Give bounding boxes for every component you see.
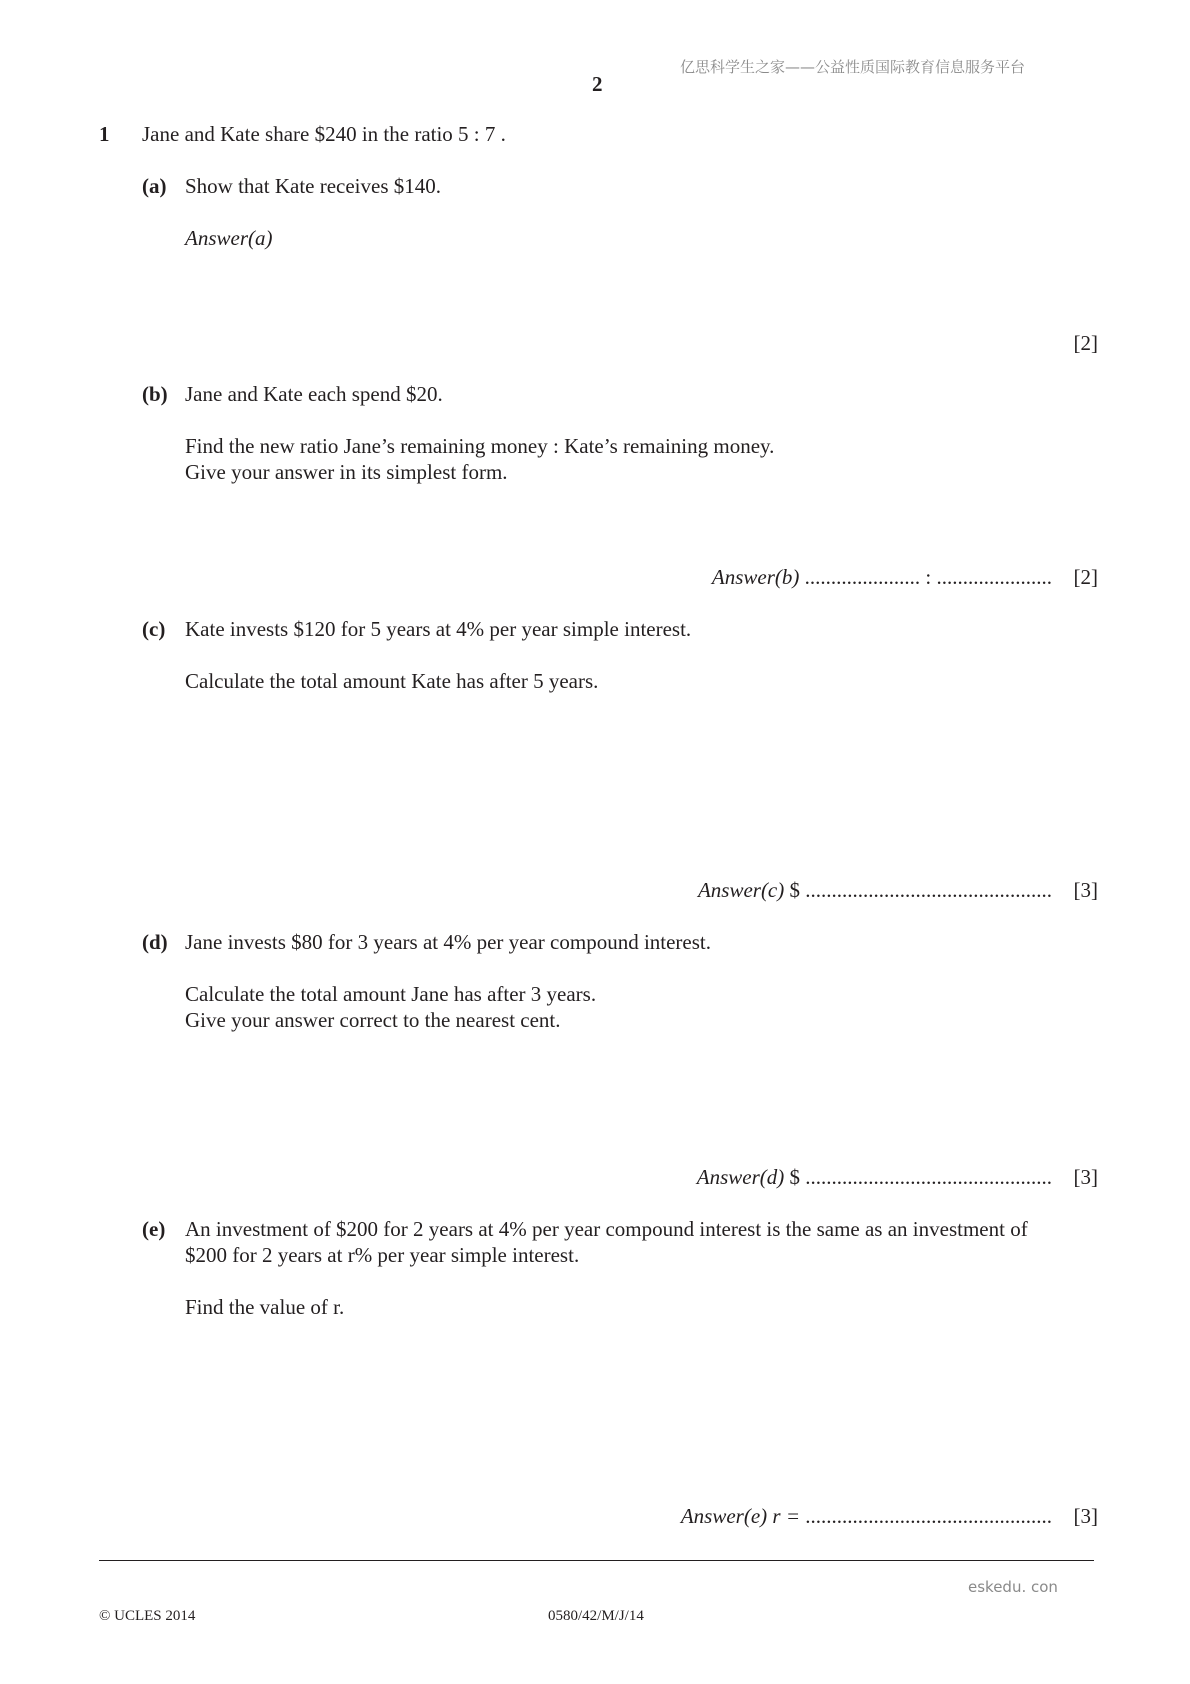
part-e-answer-blank: ............................................... [805, 1504, 1052, 1528]
question-stem: Jane and Kate share $240 in the ratio 5 : 7 . [142, 122, 506, 146]
part-d-answer-line [697, 1164, 1052, 1190]
part-c-text: Kate invests $120 for 5 years at 4% per year simple interest. [185, 617, 692, 641]
part-d-answer-unit: $ [789, 1165, 800, 1189]
part-e-marks: [3] [1073, 1504, 1098, 1528]
part-e-text-line-2: $200 for 2 years at r% per year simple interest. [185, 1243, 580, 1267]
part-b-text: Jane and Kate each spend $20. [185, 382, 443, 406]
part-b-answer-line [712, 564, 1052, 590]
footer-divider [99, 1560, 1094, 1561]
part-e-answer-label: Answer(e) r = [680, 1504, 800, 1528]
part-b-answer-label: Answer(b) [711, 565, 800, 589]
part-c-instruction-1: Calculate the total amount Kate has after 5 years. [185, 669, 599, 693]
part-b-marks: [2] [1073, 565, 1098, 589]
part-d-label: (d) [142, 930, 168, 954]
part-d-marks: [3] [1073, 1165, 1098, 1189]
part-d-instruction-2: Give your answer correct to the nearest cent. [185, 1008, 561, 1032]
part-b-label: (b) [142, 382, 168, 406]
part-c-answer-unit: $ [789, 878, 800, 902]
part-b-instruction-2: Give your answer in its simplest form. [185, 460, 508, 484]
watermark-top: 亿思科学生之家——公益性质国际教育信息服务平台 [680, 58, 1026, 76]
paper-code: 0580/42/M/J/14 [548, 1608, 644, 1624]
part-e-text-line-1: An investment of $200 for 2 years at 4% per year compound interest is the same as an investment of [185, 1217, 1028, 1241]
part-a-answer-label: Answer(a) [185, 226, 273, 250]
part-e-answer-line [681, 1503, 1052, 1529]
part-a-label: (a) [142, 174, 167, 198]
part-c-label: (c) [142, 617, 166, 641]
part-d-answer-label: Answer(d) [696, 1165, 785, 1189]
part-a-text: Show that Kate receives $140. [185, 174, 442, 198]
copyright: © UCLES 2014 [99, 1608, 196, 1624]
part-d-text: Jane invests $80 for 3 years at 4% per year compound interest. [185, 930, 712, 954]
part-c-answer-label: Answer(c) [697, 878, 785, 902]
part-c-answer-line [698, 877, 1052, 903]
part-b-instruction-1: Find the new ratio Jane’s remaining money : Kate’s remaining money. [185, 434, 775, 458]
question-number: 1 [99, 122, 110, 146]
part-d-instruction-1: Calculate the total amount Jane has after 3 years. [185, 982, 597, 1006]
part-d-answer-blank: ............................................... [805, 1165, 1052, 1189]
part-c-answer-blank: ............................................... [805, 878, 1052, 902]
page-number: 2 [592, 72, 603, 96]
part-e-label: (e) [142, 1217, 166, 1241]
part-b-answer-blank: ...................... : ...................... [804, 565, 1052, 589]
part-a-marks: [2] [1073, 331, 1098, 355]
watermark-bottom: eskedu. con [968, 1578, 1058, 1596]
part-e-instruction-1: Find the value of r. [185, 1295, 345, 1319]
part-c-marks: [3] [1073, 878, 1098, 902]
